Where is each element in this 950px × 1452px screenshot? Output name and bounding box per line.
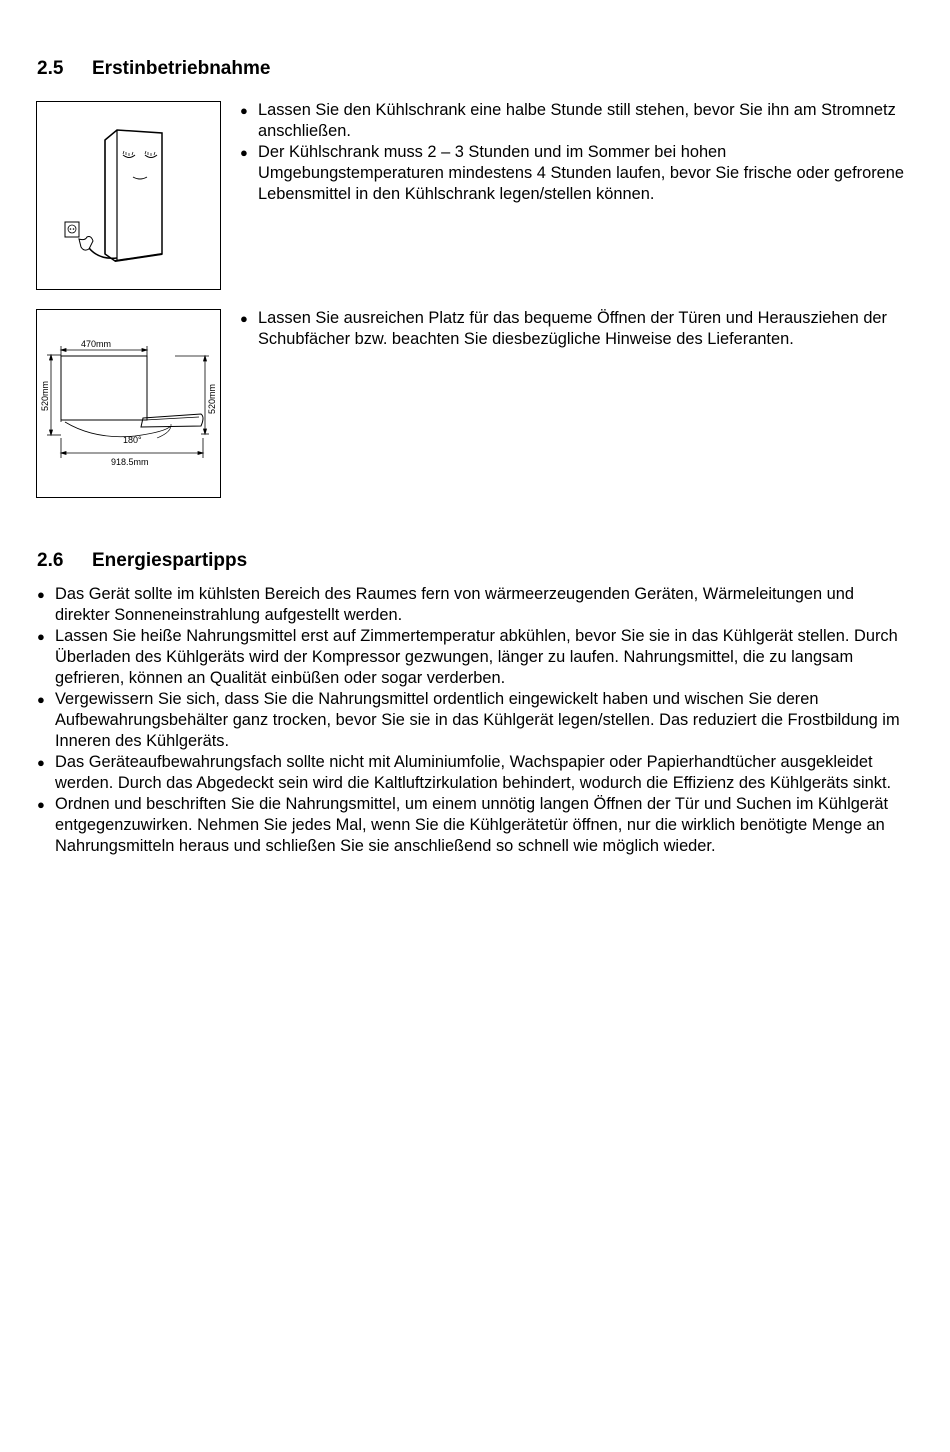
energy-tips-list xyxy=(37,584,909,857)
list-item: ● Das Geräteaufbewahrungsfach sollte nicht mit Aluminiumfolie, Wachspapier oder Papierhandtücher ausgekleidet werden. Durch das Abgedeckt sein wird die Kaltluftzirkulation behindert, wodurch die Effizienz des Kühlgeräts sinkt. xyxy=(37,753,892,792)
clearance-dimensions-diagram xyxy=(36,309,221,498)
bullet-icon: ● xyxy=(240,145,248,160)
dimension-width-label: 470mm xyxy=(81,339,112,349)
section-heading-2-6 xyxy=(37,550,247,572)
door-angle-label: 180° xyxy=(123,435,142,445)
section-title: Erstinbetriebnahme xyxy=(92,58,271,79)
list-item: ● Lassen Sie heiße Nahrungsmittel erst auf Zimmertemperatur abkühlen, bevor Sie sie in das Kühlgerät stellen. Durch Überladen des Kühlgeräts wird der Kompressor gezwungen, länger zu laufen. Nahrungsmittel, die zu langsam gefrieren, können an Qualität einbüßen oder sogar verderben. xyxy=(37,627,898,687)
bullet-icon: ● xyxy=(240,311,248,326)
dimension-depth-right-label: 520mm xyxy=(207,383,217,414)
fridge-startup-illustration xyxy=(36,101,221,290)
list-item: ● Der Kühlschrank muss 2 – 3 Stunden und im Sommer bei hohen Umgebungstemperaturen mindestens 4 Stunden laufen, bevor Sie frische oder gefrorene Lebensmittel in den Kühlschrank legen/stellen können. xyxy=(240,143,904,203)
clearance-bullet-list xyxy=(240,308,908,350)
bullet-icon: ● xyxy=(37,797,45,812)
startup-bullet-list xyxy=(240,100,908,205)
list-item: ● Ordnen und beschriften Sie die Nahrungsmittel, um einem unnötig langen Öffnen der Tür und Suchen im Kühlgerät entgegenzuwirken. Nehmen Sie jedes Mal, wenn Sie die Kühlgerätetür öffnen, nur die wirklich benötigte Menge an Nahrungsmitteln heraus und schließen Sie sie anschließend so schnell wie möglich wieder. xyxy=(37,795,889,855)
bullet-icon: ● xyxy=(37,587,45,602)
section-number: 2.6 xyxy=(37,550,64,571)
section-title: Energiespartipps xyxy=(92,550,248,571)
bullet-icon: ● xyxy=(240,103,248,118)
list-item: ● Vergewissern Sie sich, dass Sie die Nahrungsmittel ordentlich eingewickelt haben und wischen Sie deren Aufbewahrungsbehälter ganz trocken, bevor Sie sie in das Kühlgerät legen/stellen. Das reduziert die Frostbildung im Inneren des Kühlgeräts. xyxy=(37,690,900,750)
bullet-icon: ● xyxy=(37,629,45,644)
section-number: 2.5 xyxy=(37,58,64,79)
list-item: ● Das Gerät sollte im kühlsten Bereich des Raumes fern von wärmeerzeugenden Geräten, Wärmeleitungen und direkter Sonneneinstrahlung aufgestellt werden. xyxy=(37,585,854,624)
list-item: ● Lassen Sie ausreichen Platz für das bequeme Öffnen der Türen und Herausziehen der Schubfächer bzw. beachten Sie diesbezügliche Hinweise des Lieferanten. xyxy=(240,309,888,348)
list-item: ● Lassen Sie den Kühlschrank eine halbe Stunde still stehen, bevor Sie ihn am Stromnetz anschließen. xyxy=(240,101,896,140)
bullet-icon: ● xyxy=(37,692,45,707)
section-heading-2-5 xyxy=(37,58,270,80)
dimension-depth-left-label: 520mm xyxy=(40,380,50,411)
dimension-total-width-label: 918.5mm xyxy=(111,457,149,467)
fridge-icon xyxy=(37,102,220,289)
bullet-icon: ● xyxy=(37,755,45,770)
